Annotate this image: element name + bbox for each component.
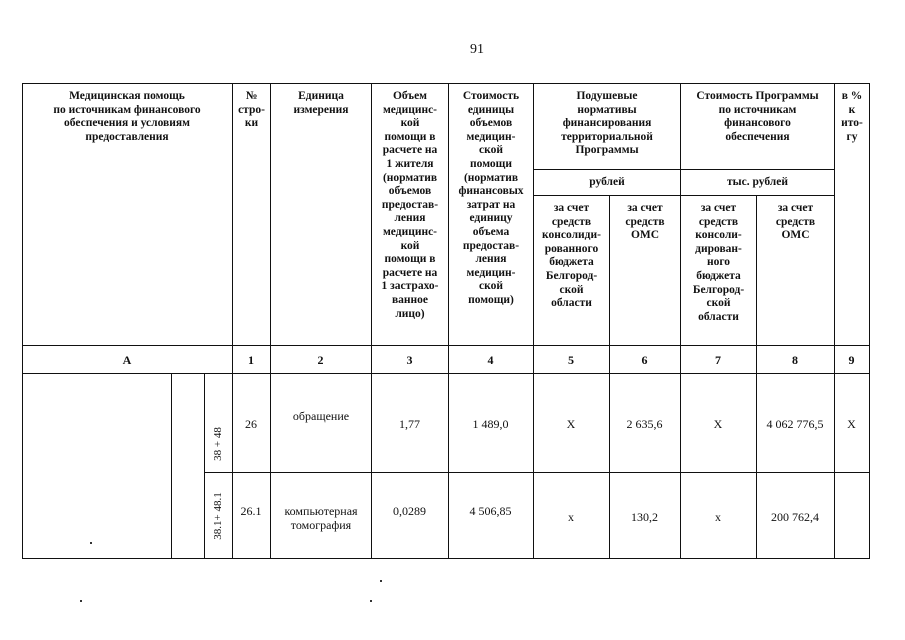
- header-line: Программы: [575, 144, 639, 157]
- header-line: средств: [775, 215, 816, 228]
- header-col-8: [757, 202, 834, 243]
- row-volume: 0,0289: [393, 504, 426, 518]
- header-line: 1 жителя: [386, 157, 434, 170]
- header-line: Подушевые: [576, 90, 638, 102]
- row-cost: 1 489,0: [472, 417, 509, 431]
- row-c5: х: [568, 510, 574, 524]
- header-line: ки: [244, 117, 259, 130]
- header-line: предостав-: [462, 239, 520, 252]
- header-col-5: [534, 202, 609, 311]
- row-c6: 130,2: [631, 510, 658, 524]
- header-line: за счет: [777, 202, 814, 214]
- header-line: ской: [479, 144, 503, 157]
- unit-rubles: рублей: [589, 176, 625, 188]
- header-line: объема: [472, 225, 510, 238]
- row-code: 38 + 48: [212, 427, 224, 461]
- header-col-1: [233, 90, 270, 131]
- header-col-78: [681, 90, 834, 144]
- header-line: обеспечения: [725, 130, 790, 143]
- scan-speck: [370, 600, 372, 602]
- row-c8: 200 762,4: [771, 510, 819, 524]
- header-line: нормативы: [577, 103, 637, 116]
- header-line: ного: [706, 256, 731, 269]
- header-line: обеспечения и условиям: [64, 117, 190, 130]
- header-line: объемов: [469, 117, 513, 130]
- header-line: Медицинская помощь: [69, 90, 185, 102]
- header-line: территориальной: [561, 130, 653, 143]
- header-line: помощи): [468, 293, 514, 306]
- header-line: медицинс-: [382, 103, 438, 116]
- header-line: Объем: [392, 90, 428, 102]
- row-c8: 4 062 776,5: [766, 417, 824, 431]
- header-line: бюджета: [549, 256, 594, 269]
- header-line: ления: [475, 253, 507, 266]
- header-line: №: [245, 90, 258, 102]
- row-unit: компьютерная томография: [284, 504, 358, 532]
- header-line: ОМС: [781, 229, 810, 242]
- header-line: гу: [846, 130, 858, 143]
- header-line: медицинс-: [382, 225, 438, 238]
- header-line: помощи в: [384, 130, 436, 143]
- header-line: ской: [479, 280, 503, 293]
- header-line: финансовых: [458, 185, 524, 198]
- header-line: (норматив: [382, 171, 438, 184]
- header-line: расчете на: [382, 266, 438, 279]
- header-line: финансирования: [562, 117, 652, 130]
- header-line: ления: [394, 212, 426, 225]
- row-cost: 4 506,85: [469, 504, 512, 518]
- header-line: за счет: [553, 202, 590, 214]
- header-line: к: [848, 103, 856, 116]
- row-c9: Х: [847, 417, 856, 431]
- header-line: за счет: [700, 202, 737, 214]
- header-line: объемов: [388, 185, 432, 198]
- header-line: дирован-: [695, 242, 742, 255]
- row-line: 26: [245, 417, 257, 431]
- header-line: кой: [400, 239, 420, 252]
- header-line: помощи: [470, 157, 512, 170]
- row-line: 26.1: [240, 504, 262, 518]
- header-line: ванное: [391, 293, 429, 306]
- header-line: кой: [400, 117, 420, 130]
- header-line: средств: [625, 215, 665, 228]
- header-line: Стоимость Программы: [696, 90, 819, 102]
- page-number: 91: [470, 42, 484, 57]
- header-line: (норматив: [463, 171, 519, 184]
- row-code: 38.1+ 48.1: [212, 492, 224, 540]
- row-c7: х: [715, 510, 721, 524]
- header-col-a: [24, 90, 230, 144]
- header-line: измерения: [293, 103, 349, 116]
- header-line: средств: [551, 215, 592, 228]
- header-col-4: [449, 90, 533, 308]
- header-col-56: [534, 90, 680, 158]
- header-line: бюджета: [696, 269, 741, 282]
- header-line: ито-: [841, 117, 863, 130]
- header-line: рованного: [544, 242, 599, 255]
- header-col-6: [610, 202, 680, 243]
- unit-thousand-rubles: тыс. рублей: [727, 176, 788, 188]
- header-line: в %: [841, 90, 863, 102]
- header-line: 1 застрахо-: [381, 280, 439, 293]
- row-unit: обращение: [292, 409, 350, 423]
- row-c7: Х: [713, 417, 723, 431]
- header-line: предоставления: [85, 130, 169, 143]
- header-line: по источникам: [718, 103, 797, 116]
- row-c5: Х: [566, 417, 576, 431]
- header-line: ской: [559, 283, 584, 296]
- header-line: финансового: [724, 117, 791, 130]
- header-line: стро-: [238, 103, 265, 116]
- header-col-2: [271, 90, 371, 117]
- header-line: консолиди-: [542, 229, 601, 242]
- header-col-9: [835, 90, 869, 144]
- header-line: затрат на: [466, 198, 516, 211]
- header-line: Белгород-: [545, 269, 598, 282]
- header-line: расчете на: [382, 144, 438, 157]
- header-line: средств: [698, 215, 739, 228]
- header-line: за счет: [627, 202, 663, 214]
- row-volume: 1,77: [399, 417, 420, 431]
- header-line: ОМС: [630, 229, 660, 242]
- header-line: Стоимость: [462, 90, 520, 102]
- header-line: помощи в: [384, 253, 436, 266]
- scan-speck: [90, 542, 92, 544]
- header-col-7: [681, 202, 756, 324]
- header-line: медицин-: [466, 130, 516, 143]
- header-line: по источникам финансового: [53, 103, 201, 116]
- header-line: Белгород-: [692, 283, 745, 296]
- header-line: ской: [706, 297, 731, 310]
- header-line: медицин-: [466, 266, 516, 279]
- scan-speck: [380, 580, 382, 582]
- header-line: предостав-: [381, 198, 439, 211]
- header-line: области: [551, 297, 592, 310]
- header-line: лицо): [395, 307, 425, 320]
- header-line: области: [698, 310, 739, 323]
- scan-speck: [80, 600, 82, 602]
- header-line: единицы: [467, 103, 515, 116]
- header-col-3: [372, 90, 448, 321]
- header-line: консоли-: [695, 229, 742, 242]
- header-line: единицу: [469, 212, 513, 225]
- header-line: Единица: [298, 90, 344, 102]
- row-c6: 2 635,6: [626, 417, 663, 431]
